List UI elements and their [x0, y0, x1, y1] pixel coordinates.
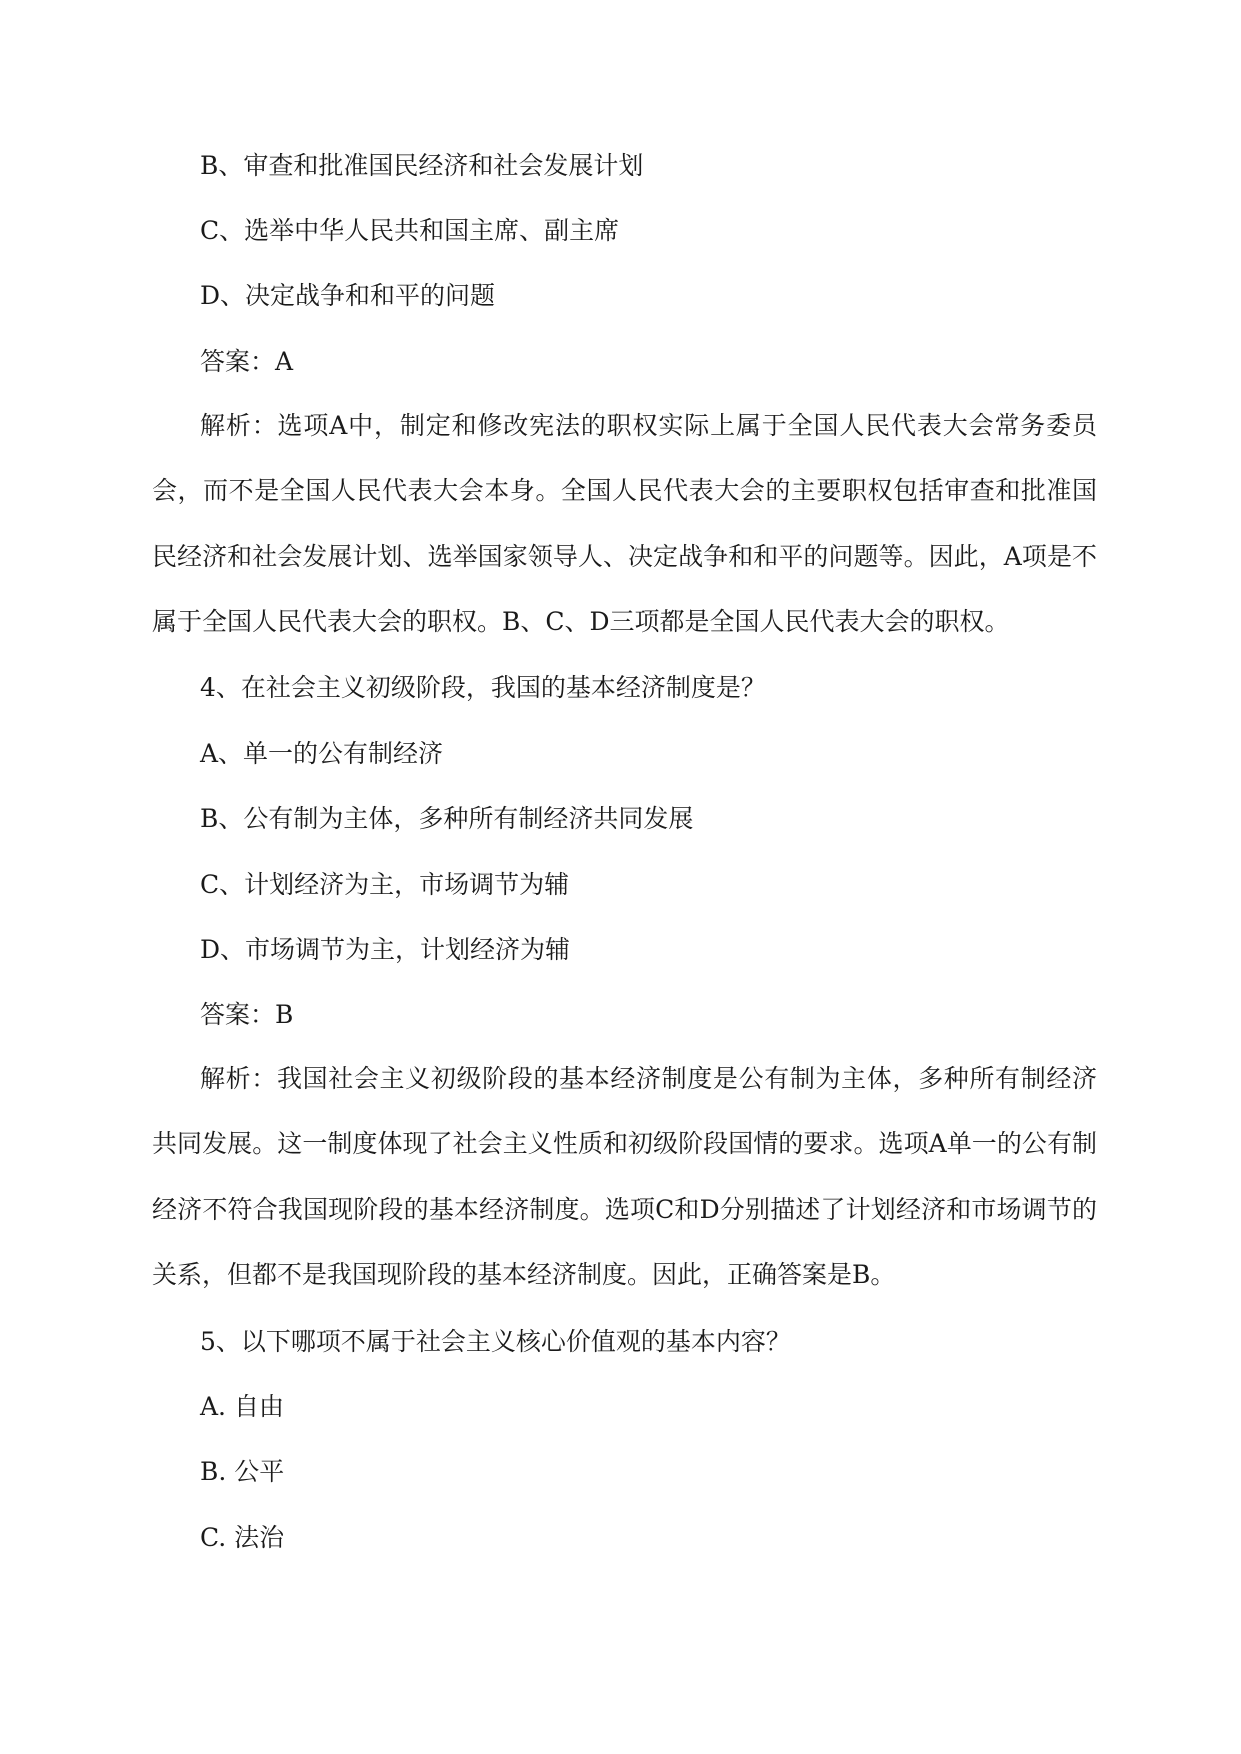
q5-option-b: B. 公平: [200, 1457, 285, 1486]
q3-answer: 答案：A: [200, 347, 294, 376]
q5-option-a: A. 自由: [200, 1392, 284, 1421]
q3-option-d: D、决定战争和和平的问题: [200, 281, 496, 310]
q4-option-c: C、计划经济为主，市场调节为辅: [200, 870, 570, 899]
q4-analysis: 解析：我国社会主义初级阶段的基本经济制度是公有制为主体，多种所有制经济共同发展。这一制度体现了社会主义性质和初级阶段国情的要求。选项A单一的公有制经济不符合我国现阶段的基本经济制度。选项C和D分别描述了计划经济和市场调节的关系，但都不是我国现阶段的基本经济制度。因此，正确答案是B。: [152, 1064, 1097, 1289]
q3-option-b: B、审查和批准国民经济和社会发展计划: [200, 151, 644, 180]
q5-question: 5、以下哪项不属于社会主义核心价值观的基本内容？: [200, 1327, 791, 1356]
q5-option-c: C. 法治: [200, 1523, 285, 1552]
q4-option-d: D、市场调节为主，计划经济为辅: [200, 935, 571, 964]
q4-question: 4、在社会主义初级阶段，我国的基本经济制度是？: [200, 673, 766, 702]
q3-analysis: 解析：选项A中，制定和修改宪法的职权实际上属于全国人民代表大会常务委员会，而不是全国人民代表大会本身。全国人民代表大会的主要职权包括审查和批准国民经济和社会发展计划、选举国家领导人、决定战争和和平的问题等。因此，A项是不属于全国人民代表大会的职权。B、C、D三项都是全国人民代表大会的职权。: [152, 411, 1097, 636]
q4-answer: 答案：B: [200, 1000, 294, 1029]
q4-option-b: B、公有制为主体，多种所有制经济共同发展: [200, 804, 694, 833]
q3-option-c: C、选举中华人民共和国主席、副主席: [200, 216, 620, 245]
q4-option-a: A、单一的公有制经济: [200, 739, 444, 768]
